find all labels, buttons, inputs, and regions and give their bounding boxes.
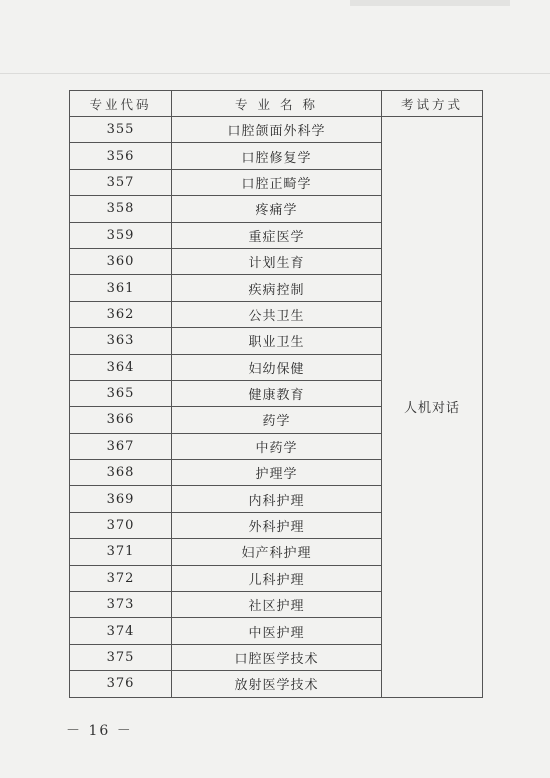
major-code: 374 <box>70 618 172 644</box>
header-rule <box>0 73 550 74</box>
major-name: 口腔颌面外科学 <box>172 117 382 143</box>
major-name: 中医护理 <box>172 618 382 644</box>
major-name: 药学 <box>172 407 382 433</box>
major-name: 妇幼保健 <box>172 354 382 380</box>
major-code: 359 <box>70 222 172 248</box>
major-code: 360 <box>70 248 172 274</box>
major-name: 口腔正畸学 <box>172 169 382 195</box>
major-name: 护理学 <box>172 460 382 486</box>
major-name: 中药学 <box>172 433 382 459</box>
majors-table <box>69 90 483 698</box>
major-code: 364 <box>70 354 172 380</box>
major-code: 363 <box>70 328 172 354</box>
major-code: 371 <box>70 539 172 565</box>
page-number: － 16 － <box>66 723 133 739</box>
header-name: 专 业 名 称 <box>172 91 382 117</box>
major-code: 367 <box>70 433 172 459</box>
major-code: 358 <box>70 196 172 222</box>
major-code: 357 <box>70 169 172 195</box>
major-code: 369 <box>70 486 172 512</box>
major-code: 361 <box>70 275 172 301</box>
major-name: 儿科护理 <box>172 565 382 591</box>
major-name: 疾病控制 <box>172 275 382 301</box>
table-row <box>70 117 483 143</box>
major-code: 368 <box>70 460 172 486</box>
table-header-row <box>70 91 483 117</box>
major-name: 公共卫生 <box>172 301 382 327</box>
major-code: 362 <box>70 301 172 327</box>
major-name: 健康教育 <box>172 380 382 406</box>
major-name: 职业卫生 <box>172 328 382 354</box>
major-name: 计划生育 <box>172 248 382 274</box>
header-exam: 考试方式 <box>382 91 483 117</box>
major-name: 重症医学 <box>172 222 382 248</box>
header-code: 专业代码 <box>70 91 172 117</box>
table-body <box>70 117 483 698</box>
major-code: 365 <box>70 380 172 406</box>
major-name: 外科护理 <box>172 512 382 538</box>
major-name: 口腔医学技术 <box>172 644 382 670</box>
major-code: 356 <box>70 143 172 169</box>
scan-edge-mark <box>350 0 510 6</box>
major-name: 社区护理 <box>172 592 382 618</box>
major-code: 366 <box>70 407 172 433</box>
major-code: 373 <box>70 592 172 618</box>
exam-method: 人机对话 <box>382 117 483 698</box>
major-name: 妇产科护理 <box>172 539 382 565</box>
major-name: 口腔修复学 <box>172 143 382 169</box>
major-code: 376 <box>70 671 172 697</box>
major-name: 疼痛学 <box>172 196 382 222</box>
major-name: 放射医学技术 <box>172 671 382 697</box>
major-name: 内科护理 <box>172 486 382 512</box>
major-code: 355 <box>70 117 172 143</box>
major-code: 370 <box>70 512 172 538</box>
major-code: 372 <box>70 565 172 591</box>
major-code: 375 <box>70 644 172 670</box>
